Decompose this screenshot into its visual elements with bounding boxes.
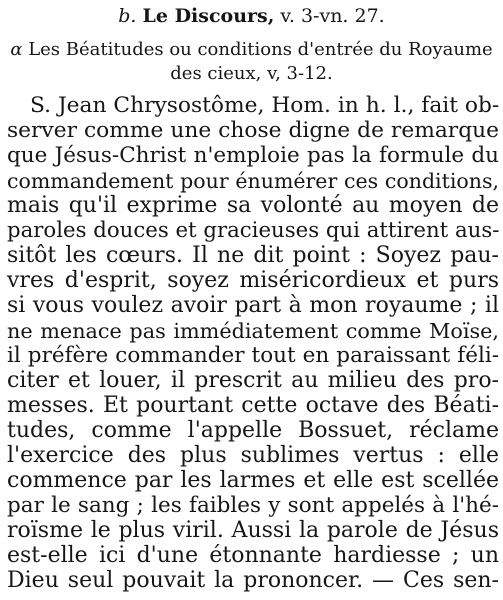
- body-text-line: sitôt les cœurs. Il ne dit point : Soyez pau-: [7, 243, 499, 268]
- body-text-line: vres d'esprit, soyez miséricordieux et purs: [7, 268, 499, 293]
- body-text-line: tudes, comme l'appelle Bossuet, réclame: [7, 418, 499, 443]
- body-text-line: S. Jean Chrysostôme, Hom. in h. l., fait ob-: [30, 93, 500, 118]
- body-text-line: par le sang ; les faibles y sont appelés à l'hé-: [7, 493, 499, 518]
- subsection-title: Les Béatitudes ou conditions d'entrée du Royaume: [28, 39, 493, 60]
- body-text-line: Dieu seul pouvait la prononcer. — Ces sen-: [7, 568, 499, 593]
- section-letter: b.: [118, 5, 137, 27]
- body-text-line: server comme une chose digne de remarque: [7, 118, 499, 143]
- body-text-line: ne menace pas immédiatement comme Moïse,: [7, 319, 499, 343]
- body-text-line: est-elle ici d'une étonnante hardiesse ; un: [7, 543, 499, 568]
- subsection-letter: α: [10, 39, 23, 60]
- body-text-line: paroles douces et gracieuses qui attirent aus-: [7, 218, 500, 243]
- subsection-heading-line-2: des cieux, v, 3-12.: [170, 63, 333, 84]
- body-text-line: messes. Et pourtant cette octave des Béati-: [7, 393, 499, 418]
- section-heading: [0, 4, 503, 28]
- subsection-heading-line-1: [0, 38, 503, 61]
- body-text-line: si vous voulez avoir part à mon royaume ; il: [7, 293, 499, 318]
- body-text-line: mais qu'il exprime sa volonté au moyen de: [7, 193, 499, 218]
- body-text-line: commandement pour énumérer ces conditions,: [7, 169, 499, 193]
- body-text-line: il préfère commander tout en paraissant féli-: [7, 343, 499, 368]
- body-text-line: l'exercice des plus sublimes vertus : elle: [7, 443, 499, 468]
- section-reference: v. 3-vn. 27.: [280, 5, 385, 27]
- section-title: Le Discours,: [142, 5, 275, 27]
- body-text-line: que Jésus-Christ n'emploie pas la formule du: [7, 143, 499, 168]
- body-text-line: roïsme le plus viril. Aussi la parole de Jésus: [7, 518, 499, 543]
- body-text-line: commence par les larmes et elle est scellée: [7, 468, 499, 493]
- body-text-line: citer et louer, il prescrit au milieu des pro-: [7, 368, 499, 393]
